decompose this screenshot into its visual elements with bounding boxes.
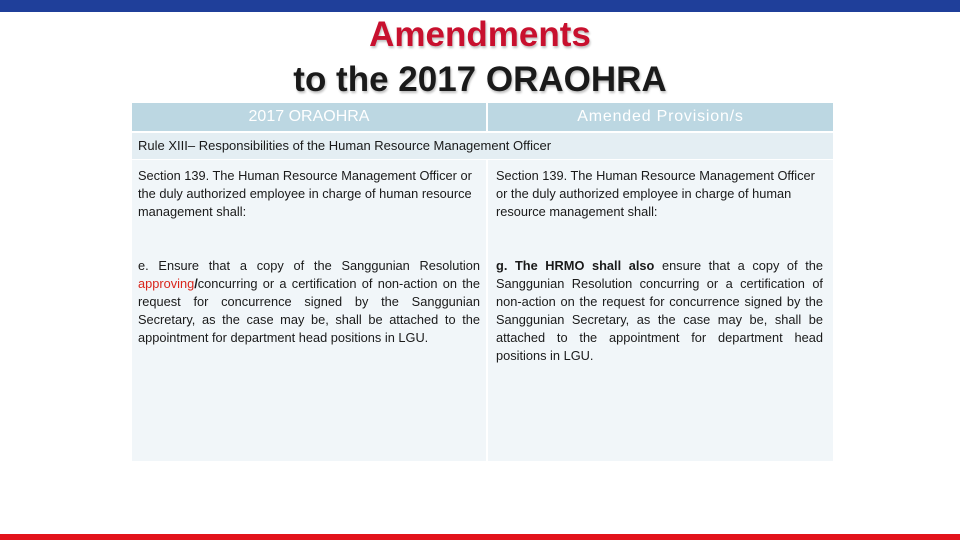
amended-item-text <box>496 257 823 365</box>
original-section-text: Section 139. The Human Resource Management Officer or the duly authorized employee in charge of human resource management shall: <box>138 168 472 219</box>
original-item-text <box>138 257 480 347</box>
top-accent-bar <box>0 0 960 12</box>
slash-separator: / <box>194 276 198 291</box>
amended-provision-cell <box>488 160 833 461</box>
rule-heading: Rule XIII– Responsibilities of the Human Resource Management Officer <box>132 133 833 159</box>
slide-subtitle: to the 2017 ORAOHRA <box>293 60 667 99</box>
original-item-after: concurring or a certification of non-action on the request for concurrence signed by the Sanggunian Secretary, as the case may be, shall be attached to the appointment for department head positions in LGU. <box>138 276 480 345</box>
original-provision-cell <box>132 160 486 461</box>
bottom-accent-bar <box>0 534 960 540</box>
original-item-before: e. Ensure that a copy of the Sanggunian Resolution <box>138 258 480 273</box>
amended-section-text: Section 139. The Human Resource Management Officer or the duly authorized employee in charge of human resource management shall: <box>496 168 815 219</box>
slide-title: Amendments <box>369 15 591 54</box>
header-amended: Amended Provision/s <box>488 103 833 131</box>
deleted-word-highlight: approving <box>138 276 195 291</box>
header-original: 2017 ORAOHRA <box>132 103 486 131</box>
amended-item-bold: g. The HRMO shall also <box>496 258 655 273</box>
amended-item-rest: ensure that a copy of the Sanggunian Resolution concurring or a certification of non-action on the request for concurrence signed by the Sanggunian Secretary, as the case may be, shall be attached to the appointment for department head positions in LGU. <box>496 258 823 363</box>
comparison-table <box>132 103 833 461</box>
